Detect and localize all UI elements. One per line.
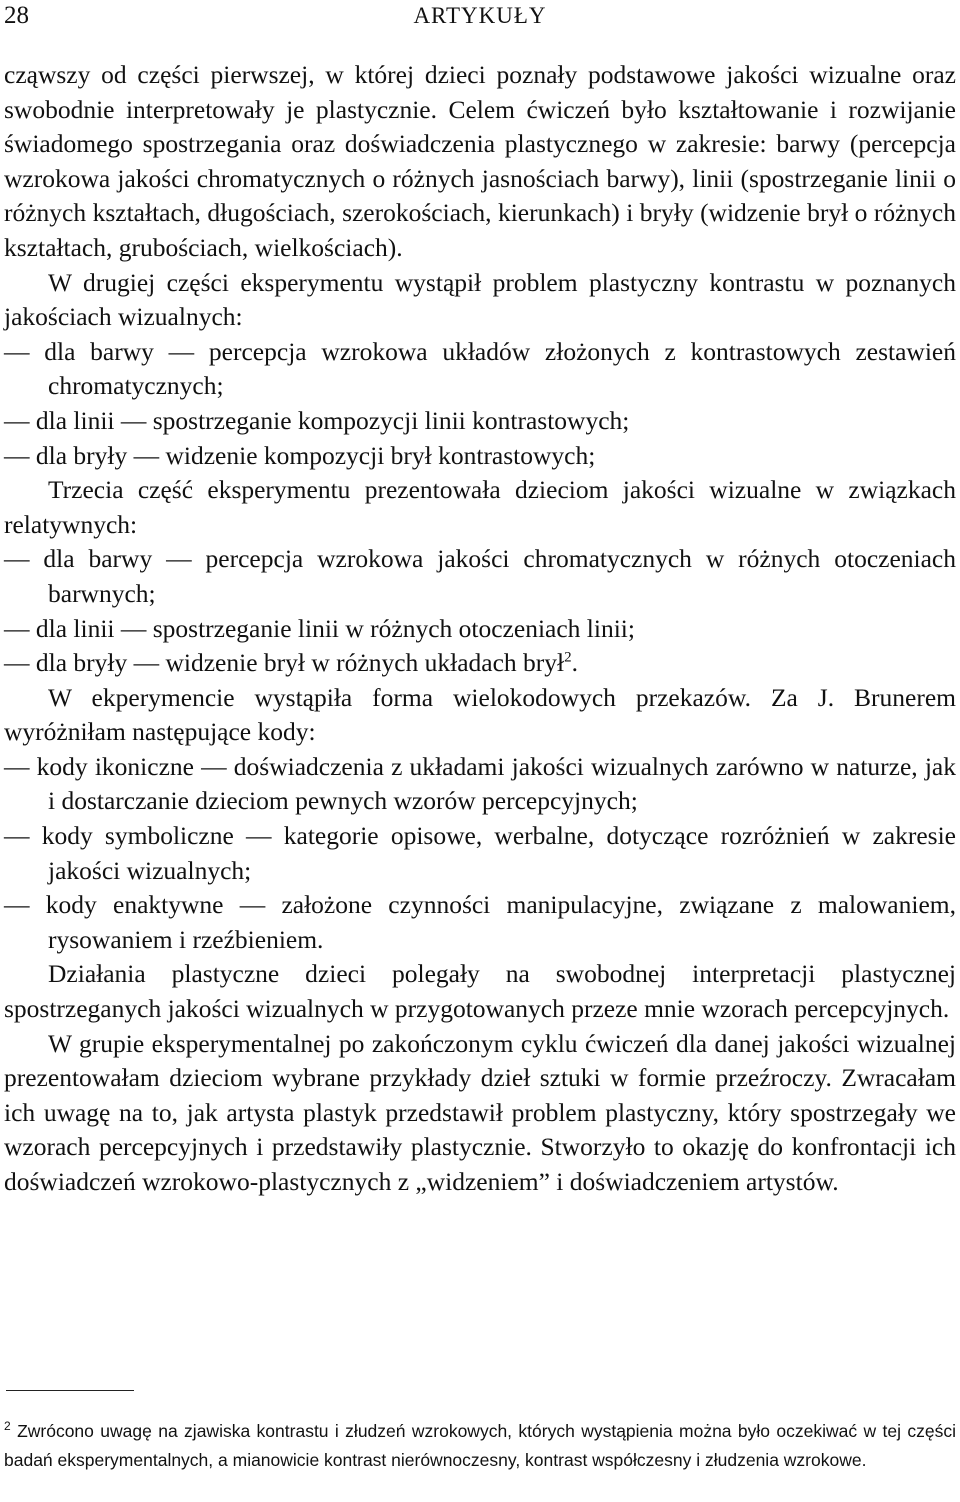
paragraph: W ekperymencie wystąpiła forma wielokodowych przekazów. Za J. Brunerem wyróżniłam następujące kody: xyxy=(4,682,956,747)
footnote-text: Zwrócono uwagę na zjawiska kontrastu i złudzeń wzrokowych, których wystąpienia można było oczekiwać w tej części badań eksperymentalnych, a mianowicie kontrast nierównoczesny, kontrast współczesny i złudzenia wzrokowe. xyxy=(4,1420,956,1470)
list-item: — dla barwy — percepcja wzrokowa jakości chromatycznych w różnych otoczeniach barwnych; xyxy=(4,544,956,608)
list-item-text: — dla bryły — widzenie brył w różnych układach brył xyxy=(4,648,565,678)
footnote-reference[interactable]: 2 xyxy=(564,649,572,666)
list-item: — kody ikoniczne — doświadczenia z układami jakości wizualnych zarówno w naturze, jak i dostarczanie dzieciom pewnych wzorów percepcyjnych; xyxy=(4,751,956,816)
article-body xyxy=(4,58,956,1200)
paragraph: cząwszy od części pierwszej, w której dzieci poznały podstawowe jakości wizualne oraz swobodnie interpretowały je plastycznie. Celem ćwiczeń było kształtowanie i rozwijanie świadomego spostrzegania oraz doświadczenia plastycznego w zakresie: barwy (percepcja wzrokowa jakości chromatycznych o różnych jasnościach barwy), linii (spostrzeganie linii o różnych kształtach, długościach, szerokościach, kierunkach) i bryły (widzenie brył o różnych kształtach, grubościach, wielkościach). xyxy=(4,60,956,262)
paragraph: W drugiej części eksperymentu wystąpił problem plastyczny kontrastu w poznanych jakościach wizualnych: xyxy=(4,267,956,332)
list-item: — kody symboliczne — kategorie opisowe, werbalne, dotyczące rozróżnień w zakresie jakości wizualnych; xyxy=(4,821,956,885)
footnote-mark: 2 xyxy=(4,1419,11,1433)
list-item: — dla linii — spostrzeganie kompozycji linii kontrastowych; xyxy=(4,405,630,435)
paragraph: Działania plastyczne dzieci polegały na swobodnej interpretacji plastycznej spostrzeganych jakości wizualnych w przygotowanych przeze mnie wzorach percepcyjnych. xyxy=(4,959,956,1024)
list-item: — kody enaktywne — założone czynności manipulacyjne, związane z malowaniem, rysowaniem i rzeźbieniem. xyxy=(4,890,956,954)
running-title: ARTYKUŁY xyxy=(413,3,547,28)
list-item: — dla bryły — widzenie kompozycji brył kontrastowych; xyxy=(4,440,596,470)
page-header xyxy=(0,0,960,34)
page-number: 28 xyxy=(4,2,29,29)
footnote-divider xyxy=(6,1390,134,1391)
paragraph: Trzecia część eksperymentu prezentowała dzieciom jakości wizualne w związkach relatywnych: xyxy=(4,475,956,539)
list-item xyxy=(4,646,956,681)
paragraph: W grupie eksperymentalnej po zakończonym cyklu ćwiczeń dla danej jakości wizualnej prezentowałam dzieciom wybrane przykłady dzieł sztuki w formie przeźroczy. Zwracałam ich uwagę na to, jak artysta plastyk przedstawił problem plastyczny, który spostrzegały we wzorach percepcyjnych i przedstawiły plastycznie. Stworzyło to okazję do konfrontacji ich doświadczeń wzrokowo-plastycznych z „widzeniem” i doświadczeniem artystów. xyxy=(4,1028,956,1196)
list-item: — dla barwy — percepcja wzrokowa układów złożonych z kontrastowych zestawień chromatycznych; xyxy=(4,336,956,401)
list-item: — dla linii — spostrzeganie linii w różnych otoczeniach linii; xyxy=(4,613,635,643)
list-item-end: . xyxy=(571,648,579,678)
footnote xyxy=(4,1412,956,1475)
